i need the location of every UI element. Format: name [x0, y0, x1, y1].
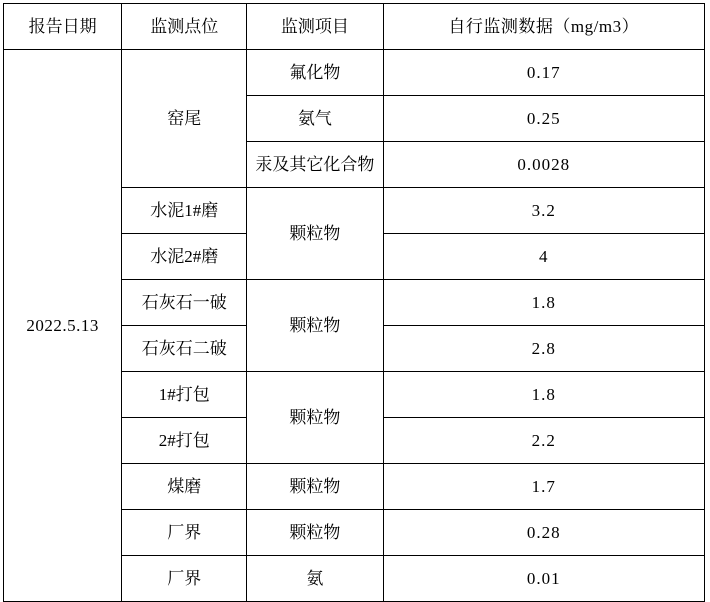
item-cell: 氨 [247, 556, 383, 602]
value-cell: 0.25 [383, 96, 704, 142]
value-cell: 0.28 [383, 510, 704, 556]
value-cell: 1.8 [383, 372, 704, 418]
item-cell: 氨气 [247, 96, 383, 142]
point-cell: 水泥1#磨 [122, 188, 247, 234]
value-cell: 1.8 [383, 280, 704, 326]
item-cell: 颗粒物 [247, 372, 383, 464]
item-cell: 颗粒物 [247, 188, 383, 280]
table-row [4, 50, 705, 96]
item-cell: 汞及其它化合物 [247, 142, 383, 188]
column-header-point: 监测点位 [122, 4, 247, 50]
item-cell: 氟化物 [247, 50, 383, 96]
point-cell: 1#打包 [122, 372, 247, 418]
point-cell: 2#打包 [122, 418, 247, 464]
value-cell: 0.17 [383, 50, 704, 96]
value-cell: 2.2 [383, 418, 704, 464]
column-header-date: 报告日期 [4, 4, 122, 50]
table-body [4, 50, 705, 602]
item-cell: 颗粒物 [247, 280, 383, 372]
value-cell: 1.7 [383, 464, 704, 510]
point-cell: 厂界 [122, 510, 247, 556]
value-cell: 4 [383, 234, 704, 280]
document-page [0, 3, 710, 588]
table-header [4, 4, 705, 50]
point-cell: 煤磨 [122, 464, 247, 510]
point-cell: 石灰石二破 [122, 326, 247, 372]
point-cell: 窑尾 [122, 50, 247, 188]
table-header-row [4, 4, 705, 50]
column-header-data: 自行监测数据（mg/m3） [383, 4, 704, 50]
item-cell: 颗粒物 [247, 464, 383, 510]
point-cell: 石灰石一破 [122, 280, 247, 326]
point-cell: 水泥2#磨 [122, 234, 247, 280]
value-cell: 0.0028 [383, 142, 704, 188]
value-cell: 2.8 [383, 326, 704, 372]
monitoring-data-table [3, 3, 705, 602]
report-date-cell: 2022.5.13 [4, 50, 122, 602]
point-cell: 厂界 [122, 556, 247, 602]
value-cell: 3.2 [383, 188, 704, 234]
item-cell: 颗粒物 [247, 510, 383, 556]
column-header-item: 监测项目 [247, 4, 383, 50]
value-cell: 0.01 [383, 556, 704, 602]
